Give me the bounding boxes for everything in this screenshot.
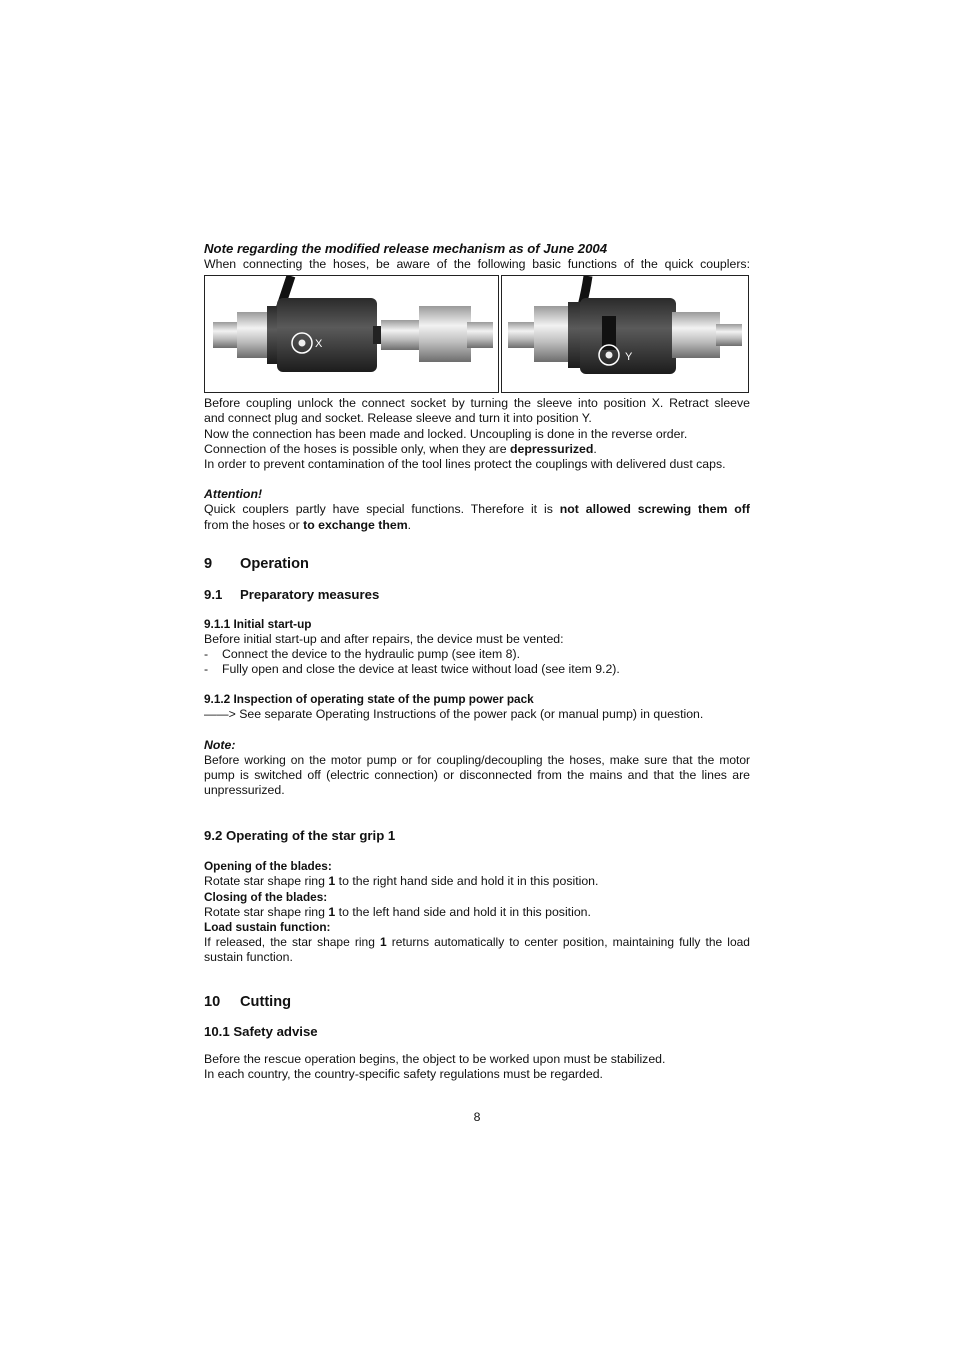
attention-line-2-text: from the hoses or — [204, 517, 304, 532]
section-10-heading — [204, 993, 750, 1011]
intro-text: When connecting the hoses, be aware of the following basic functions of the quick couplers: — [204, 257, 750, 271]
coupling-line-4-end: . — [593, 441, 597, 456]
coupler-figure-x — [204, 275, 499, 393]
load-ring-number: 1 — [379, 934, 387, 949]
section-9-1-2-text: ——> See separate Operating Instructions of the power pack (or manual pump) in question. — [204, 707, 704, 722]
attention-line-1-bold: not allowed screwing them off — [559, 502, 750, 517]
note-line-3: unpressurized. — [204, 783, 285, 798]
attention-line-2 — [204, 518, 750, 533]
section-10-number: 10 — [204, 994, 221, 1011]
section-9-1-1-text: Before initial start-up and after repairs, the device must be vented: — [204, 631, 564, 646]
closing-title: Closing of the blades: — [204, 889, 328, 904]
label-y: Y — [625, 351, 633, 364]
opening-text-c: to the right hand side and hold it in this position. — [335, 874, 599, 889]
safety-line-1: Before the rescue operation begins, the object to be worked upon must be stabilized. — [204, 1052, 666, 1067]
document-page — [204, 240, 750, 1083]
coupler-photo-x — [205, 276, 498, 392]
closing-text — [204, 905, 750, 920]
coupling-line-4 — [204, 442, 750, 457]
list-item — [204, 647, 750, 662]
list-item — [204, 662, 750, 677]
opening-text-a: Rotate star shape ring — [204, 874, 329, 889]
list-dash: - — [204, 662, 209, 677]
note-line-2: pump is switched off (electric connection) or disconnected from the mains and that the lines are — [204, 768, 750, 783]
section-9-1-1-title: 9.1.1 Initial start-up — [204, 616, 312, 631]
load-text-c: returns automatically to center position, maintaining fully the load — [386, 934, 750, 949]
list-item-text: Fully open and close the device at least twice without load (see item 9.2). — [222, 662, 620, 677]
section-10-1-title: 10.1 Safety advise — [204, 1024, 318, 1040]
section-9-1-heading — [204, 586, 750, 603]
load-text — [204, 935, 750, 950]
note-label: Note: — [204, 737, 236, 752]
coupling-line-2: and connect plug and socket. Release sleeve and turn it into position Y. — [204, 411, 592, 426]
closing-text-a: Rotate star shape ring — [204, 904, 329, 919]
depressurized-bold: depressurized — [510, 441, 594, 456]
note-line-1: Before working on the motor pump or for coupling/decoupling the hoses, make sure that the motor — [204, 752, 750, 767]
list-dash: - — [204, 647, 209, 662]
load-text-line-2: sustain function. — [204, 950, 293, 965]
section-10-title: Cutting — [240, 994, 292, 1011]
label-x: X — [315, 338, 323, 351]
coupling-line-1: Before coupling unlock the connect socket by turning the sleeve into position X. Retract sleeve — [204, 396, 750, 411]
section-9-1-2-title: 9.1.2 Inspection of operating state of the pump power pack — [204, 692, 534, 707]
closing-ring-number: 1 — [328, 904, 336, 919]
page-number: 8 — [473, 1110, 481, 1124]
section-9-1-number: 9.1 — [204, 586, 223, 602]
opening-ring-number: 1 — [328, 874, 336, 889]
coupling-line-3: Now the connection has been made and locked. Uncoupling is done in the reverse order. — [204, 426, 688, 441]
opening-title: Opening of the blades: — [204, 859, 332, 874]
coupler-figure-y — [501, 275, 749, 393]
section-9-number: 9 — [204, 555, 213, 572]
coupler-photo-y — [502, 276, 748, 392]
load-title: Load sustain function: — [204, 919, 331, 934]
closing-text-c: to the left hand side and hold it in this position. — [335, 904, 591, 919]
attention-line-2-end: . — [407, 517, 412, 532]
attention-line-2-bold: to exchange them — [303, 517, 408, 532]
section-9-1-title: Preparatory measures — [240, 586, 380, 602]
section-9-title: Operation — [240, 555, 309, 572]
coupling-line-4-text: Connection of the hoses is possible only, when they are — [204, 441, 511, 456]
section-9-heading — [204, 555, 750, 573]
coupling-line-5: In order to prevent contamination of the tool lines protect the couplings with delivered dust caps. — [204, 457, 726, 472]
attention-line-1 — [204, 502, 750, 517]
safety-line-2: In each country, the country-specific safety regulations must be regarded. — [204, 1067, 603, 1082]
list-item-text: Connect the device to the hydraulic pump (see item 8). — [222, 647, 521, 662]
opening-text — [204, 874, 750, 889]
attention-title: Attention! — [204, 487, 263, 502]
load-text-a: If released, the star shape ring — [204, 934, 380, 949]
note-title: Note regarding the modified release mechanism as of June 2004 — [204, 241, 608, 256]
coupler-figures — [204, 275, 750, 393]
section-9-2-title: 9.2 Operating of the star grip 1 — [204, 828, 396, 844]
attention-line-1-text: Quick couplers partly have special functions. Therefore it is — [204, 502, 560, 517]
